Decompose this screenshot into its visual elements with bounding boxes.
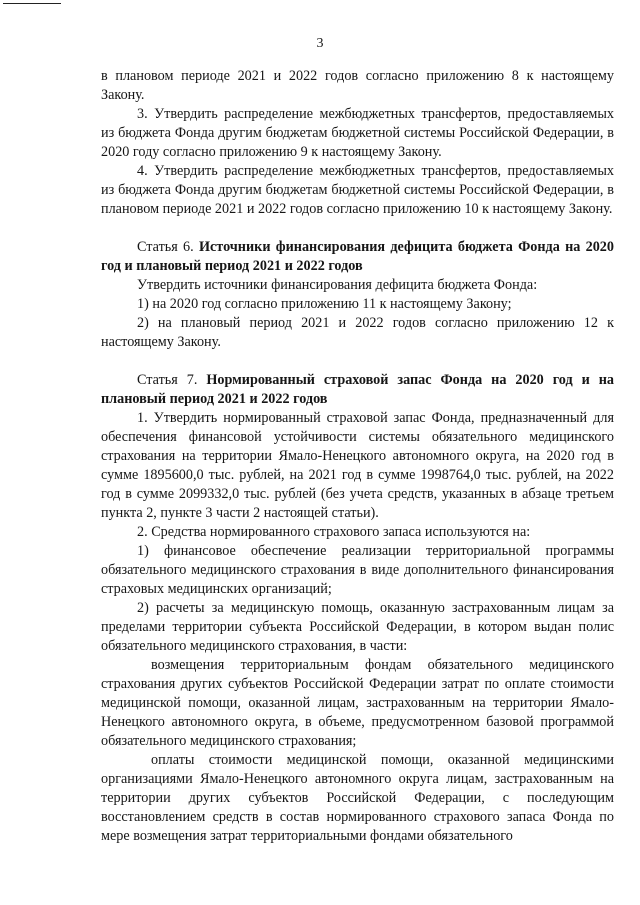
paragraph: возмещения территориальным фондам обязательного медицинского страхования других субъектов Российской Федерации затрат по оплате стоимости медицинской помощи, оказанной лицам, застрахованным на территории Ямало-Ненецкого автономного округа, в объеме, предусмотренном базовой программой обязательного медицинского страхования; — [101, 657, 614, 749]
document-body — [101, 67, 614, 846]
paragraph: 4. Утвердить распределение межбюджетных трансфертов, предоставляемых из бюджета Фонда другим бюджетам бюджетной системы Российской Федерации, в плановом периоде 2021 и 2022 годов согласно приложению 10 к настоящему Закону. — [101, 163, 614, 217]
article-6-heading — [101, 238, 614, 276]
article-6-title: Источники финансирования дефицита бюджета Фонда на 2020 год и плановый период 2021 и 2022 годов — [101, 239, 614, 274]
paragraph: Утвердить источники финансирования дефицита бюджета Фонда: — [137, 277, 538, 293]
page-number: 3 — [316, 36, 324, 51]
paragraph: оплаты стоимости медицинской помощи, оказанной медицинскими организациями Ямало-Ненецкого автономного округа лицам, застрахованным на территории других субъектов Российской Федерации, с последующим восстановлением средств в состав нормированного страхового запаса Фонда по мере возмещения затрат территориальными фондами обязательного — [101, 752, 614, 844]
corner-line — [3, 3, 61, 4]
paragraph: 3. Утвердить распределение межбюджетных трансфертов, предоставляемых из бюджета Фонда другим бюджетам бюджетной системы Российской Федерации, в 2020 году согласно приложению 9 к настоящему Закону. — [101, 106, 614, 160]
paragraph: 1) финансовое обеспечение реализации территориальной программы обязательного медицинского страхования в виде дополнительного финансирования страховых медицинских организаций; — [101, 543, 614, 597]
article-7-heading — [101, 371, 614, 409]
spacer — [101, 352, 614, 371]
paragraph: 1) на 2020 год согласно приложению 11 к настоящему Закону; — [137, 296, 512, 312]
paragraph: 2) расчеты за медицинскую помощь, оказанную застрахованным лицам за пределами территории субъекта Российской Федерации, в котором выдан полис обязательного медицинского страхования, в части: — [101, 600, 614, 654]
paragraph: в плановом периоде 2021 и 2022 годов согласно приложению 8 к настоящему Закону. — [101, 68, 614, 103]
article-7-prefix: Статья 7. — [137, 372, 207, 388]
article-7-title: Нормированный страховой запас Фонда на 2020 год и на плановый период 2021 и 2022 годов — [101, 372, 614, 407]
spacer — [101, 219, 614, 238]
paragraph: 2. Средства нормированного страхового запаса используются на: — [137, 524, 531, 540]
article-6-prefix: Статья 6. — [137, 239, 199, 255]
paragraph: 1. Утвердить нормированный страховой запас Фонда, предназначенный для обеспечения финансовой устойчивости системы обязательного медицинского страхования на территории Ямало-Ненецкого автономного округа, на 2020 год в сумме 1895600,0 тыс. рублей, на 2021 год в сумме 1998764,0 тыс. рублей, на 2022 год в сумме 2099332,0 тыс. рублей (без учета средств, указанных в абзаце третьем пункта 2, пункте 3 части 2 настоящей статьи). — [101, 410, 614, 521]
paragraph: 2) на плановый период 2021 и 2022 годов согласно приложению 12 к настоящему Закону. — [101, 315, 614, 350]
